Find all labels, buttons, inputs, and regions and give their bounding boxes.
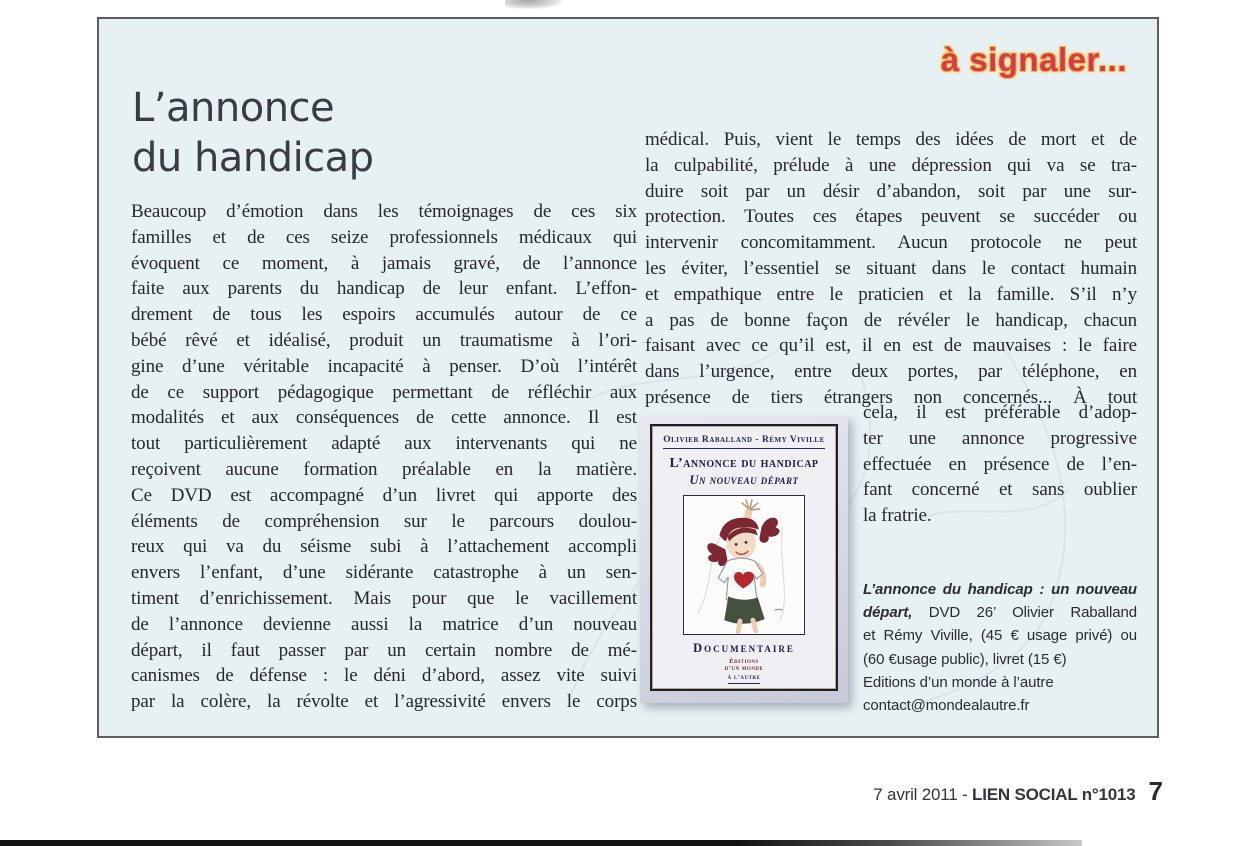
caption-line-4: (60 €usage public), livret (15 €) [863, 650, 1067, 668]
text-line: modalités et aux conséquences de cette annonce. Il est [131, 407, 637, 429]
footer-date: 7 avril 2011 - [873, 785, 973, 804]
text-line: reux qui va du séisme subi à l’attachement accompli [131, 536, 637, 558]
text-line: effectuée en présence de l’en- [863, 453, 1137, 475]
publisher-line: d’un monde [724, 664, 764, 672]
publisher-line: à l’autre [728, 675, 761, 684]
text-line: de l’annonce devienne aussi la matrice d’un nouveau [131, 613, 637, 635]
top-scan-smudge [505, 0, 563, 9]
text-line: bébé rêvé et idéalisé, produit un traumatisme à l’ori- [131, 329, 637, 351]
wrapped-text [863, 400, 1137, 529]
caption-line-3: et Rémy Viville, (45 € usage privé) ou [863, 627, 1137, 645]
wrap-column [863, 400, 1137, 717]
bottom-scan-strip [0, 840, 1082, 846]
caption-publisher: Editions d’un monde à l’autre [863, 673, 1054, 691]
dvd-subtitle: Un nouveau départ [689, 473, 799, 487]
text-line: ter une annonce progressive [863, 427, 1137, 449]
text-line: canismes de défense : le déni d’abord, assez vite suivi [131, 665, 637, 687]
publisher-line: Éditions [729, 658, 759, 665]
text-line: protection. Toutes ces étapes peuvent se succéder ou [645, 206, 1137, 228]
left-column [131, 199, 637, 715]
text-line: présence de tiers étrangers non concernés... À tout [645, 386, 1137, 408]
dvd-rule [663, 448, 825, 449]
page-footer [0, 776, 1163, 807]
text-line: tout particulièrement adapté aux intervenants qui ne [131, 433, 637, 455]
text-line: faite aux parents du handicap de leur enfant. L’effon- [131, 278, 637, 300]
text-line: la fratrie. [863, 505, 932, 527]
caption-title-line-1: L’annonce du handicap : un nouveau [863, 580, 1137, 598]
text-line: départ, il faut passer par un certain nombre de mé- [131, 639, 637, 661]
right-column-bottom [640, 400, 1137, 717]
text-line: duire soit par un désir d’abandon, soit par une sur- [645, 180, 1137, 202]
dvd-cover [650, 424, 838, 691]
article-panel [97, 17, 1159, 738]
dvd-caption [863, 578, 1137, 717]
dvd-authors: Olivier Raballand - Rémy Viville [663, 435, 825, 445]
text-line: fant concerné et sans oublier [863, 479, 1137, 501]
text-line: dans l’urgence, entre deux portes, par téléphone, en [645, 361, 1137, 383]
text-line: cela, il est préférable d’adop- [863, 402, 1137, 423]
page-number: 7 [1148, 776, 1163, 806]
text-line: Ce DVD est accompagné d’un livret qui apporte des [131, 484, 637, 506]
title-line-1: L’annonce [132, 85, 335, 131]
text-line: médical. Puis, vient le temps des idées de mort et de [645, 129, 1137, 150]
text-line: évoquent ce moment, à jamais gravé, de l’annonce [131, 252, 637, 274]
text-line: drement de tous les espoirs accumulés autour de ce [131, 304, 637, 326]
page-title [132, 83, 374, 183]
text-line: a pas de bonne façon de révéler le handicap, chacun [645, 309, 1137, 331]
caption-title-line-2: départ, DVD 26’ Olivier Raballand [863, 604, 1137, 622]
right-column [645, 127, 1137, 411]
caption-contact-email: contact@mondealautre.fr [863, 697, 1030, 714]
text-line: faisant avec ce qu’il est, il en est de mauvaises : le faire [645, 335, 1137, 357]
text-line: Beaucoup d’émotion dans les témoignages de ces six [131, 201, 637, 222]
dvd-illustration-frame [683, 495, 805, 635]
text-line: par la colère, la révolte et l’agressivité envers le corps [131, 691, 637, 713]
dvd-genre: Documentaire [693, 641, 795, 655]
girl-illustration [684, 496, 804, 634]
text-line: de ce support pédagogique permettant de réfléchir aux [131, 381, 637, 403]
text-line: envers l’enfant, d’une sidérante catastrophe à un sen- [131, 562, 637, 584]
title-line-2: du handicap [132, 135, 374, 181]
text-line: les éviter, l’essentiel se situant dans le contact humain [645, 257, 1137, 279]
text-line: éléments de compréhension sur le parcours doulou- [131, 510, 637, 532]
footer-issue-info [873, 785, 1135, 805]
text-line: timent d’enrichissement. Mais pour que le vacillement [131, 587, 637, 609]
text-line: familles et de ces seize professionnels médicaux qui [131, 226, 637, 248]
text-line: gine d’une véritable incapacité à penser. D’où l’intérêt [131, 355, 637, 377]
section-label: à signaler... [940, 41, 1127, 78]
text-line: et empathique entre le praticien et la famille. S’il n’y [645, 283, 1137, 305]
dvd-cover-photo [640, 416, 848, 703]
text-line: intervenir concomitamment. Aucun protocole ne peut [645, 232, 1137, 254]
dvd-publisher-logo [652, 659, 836, 684]
footer-magazine: LIEN SOCIAL n°1013 [972, 785, 1136, 804]
dvd-title: L’annonce du handicap [669, 456, 819, 471]
text-line: reçoivent aucune formation préalable en la matière. [131, 458, 637, 480]
text-line: la culpabilité, prélude à une dépression qui va se tra- [645, 154, 1137, 176]
